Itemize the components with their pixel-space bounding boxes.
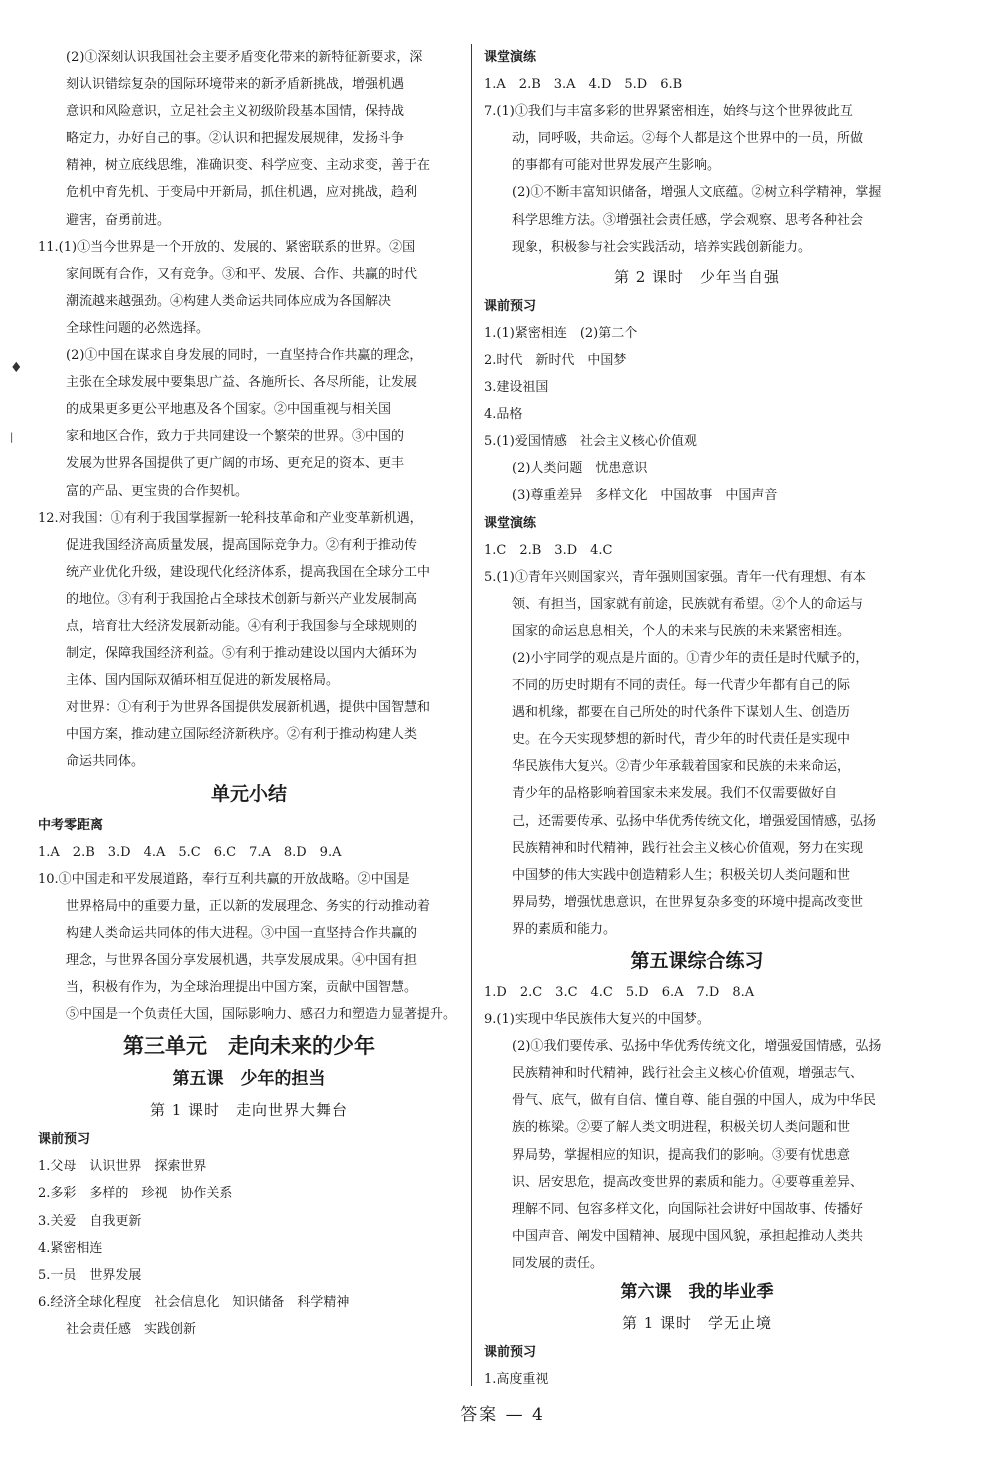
lesson-heading: 第 1 课时 学无止境 xyxy=(621,1314,773,1333)
text-line: 华民族伟大复兴。②青少年承载着国家和民族的未来命运， xyxy=(512,759,851,775)
text-line: 家和地区合作，致力于共同建设一个繁荣的世界。③中国的 xyxy=(66,429,405,445)
column-divider xyxy=(471,44,472,1386)
lesson-heading: 第 2 课时 少年当自强 xyxy=(613,267,781,286)
text-line: (2)人类问题 忧患意识 xyxy=(512,461,648,477)
text-line: 中国方案，推动建立国际经济新秩序。②有利于推动构建人类 xyxy=(66,727,418,743)
text-line: 1.A 2.B 3.D 4.A 5.C 6.C 7.A 8.D 9.A xyxy=(38,844,342,860)
text-line: 5.(1)①青年兴则国家兴，青年强则国家强。青年一代有理想、有本 xyxy=(484,569,866,585)
section-label: 中考零距离 xyxy=(38,817,104,833)
text-line: 潮流越来越强劲。④构建人类命运共同体应成为各国解决 xyxy=(66,293,392,309)
text-line: 世界格局中的重要力量，正以新的发展理念、务实的行动推动着 xyxy=(66,898,431,914)
text-line: 刻认识错综复杂的国际环境带来的新矛盾新挑战，增强机遇 xyxy=(66,77,405,93)
text-line: 对世界：①有利于为世界各国提供发展新机遇，提供中国智慧和 xyxy=(66,700,431,716)
text-line: 富的产品、更宝贵的合作契机。 xyxy=(66,483,249,499)
text-line: 1.A 2.B 3.A 4.D 5.D 6.B xyxy=(484,77,683,93)
text-line: 1.父母 认识世界 探索世界 xyxy=(38,1159,207,1175)
text-line: 的事都有可能对世界发展产生影响。 xyxy=(512,158,721,174)
text-line: 1.(1)紧密相连 (2)第二个 xyxy=(484,325,638,341)
text-line: (2)①深刻认识我国社会主要矛盾变化带来的新特征新要求，深 xyxy=(66,50,423,65)
text-line: 家间既有合作，又有竞争。③和平、发展、合作、共赢的时代 xyxy=(66,266,418,282)
text-line: 识、居安思危，提高改变世界的素质和能力。④要尊重差异、 xyxy=(512,1174,864,1190)
text-line: 遇和机缘，都要在自己所处的时代条件下谋划人生、创造历 xyxy=(512,705,851,721)
text-line: 意识和风险意识，立足社会主义初级阶段基本国情，保持战 xyxy=(66,104,405,120)
right-column xyxy=(484,44,910,1393)
text-line: 统产业优化升级，建设现代化经济体系，提高我国在全球分工中 xyxy=(66,564,431,580)
text-line: 的地位。③有利于我国抢占全球技术创新与新兴产业发展制高 xyxy=(66,591,418,607)
text-line: 5.一员 世界发展 xyxy=(38,1267,142,1283)
text-line: 界局势，掌握相应的知识，提高我们的影响。③要有忧患意 xyxy=(512,1147,851,1163)
text-line: 6.经济全球化程度 社会信息化 知识储备 科学精神 xyxy=(38,1294,350,1310)
margin-mark: ♦ xyxy=(10,360,23,376)
text-line: 主张在全球发展中要集思广益、各施所长、各尽所能，让发展 xyxy=(66,375,418,391)
text-line: (2)①不断丰富知识储备，增强人文底蕴。②树立科学精神，掌握 xyxy=(512,185,882,201)
text-line: 族的栋梁。②要了解人类文明进程，积极关切人类问题和世 xyxy=(512,1120,851,1136)
text-line: 动，同呼吸，共命运。②每个人都是这个世界中的一员，所做 xyxy=(512,131,864,147)
text-line: 4.品格 xyxy=(484,407,523,423)
text-line: 当，积极有作为，为全球治理提出中国方案，贡献中国智慧。 xyxy=(66,980,418,996)
section-label: 课堂演练 xyxy=(484,50,537,65)
text-line: 1.C 2.B 3.D 4.C xyxy=(484,542,613,558)
text-line: 2.时代 新时代 中国梦 xyxy=(484,352,627,368)
text-line: 科学思维方法。③增强社会责任感，学会观察、思考各种社会 xyxy=(512,212,864,228)
margin-mark: | xyxy=(10,432,14,443)
text-line: 10.①中国走和平发展道路，奉行互利共赢的开放战略。②中国是 xyxy=(38,871,410,887)
text-line: 中国声音、阐发中国精神、展现中国风貌，承担起推动人类共 xyxy=(512,1228,864,1244)
text-line: 国家的命运息息相关，个人的未来与民族的未来紧密相连。 xyxy=(512,623,851,639)
text-line: 的成果更多更公平地惠及各个国家。②中国重视与相关国 xyxy=(66,402,392,418)
text-line: 点，培育壮大经济发展新动能。④有利于我国参与全球规则的 xyxy=(66,618,418,634)
text-line: 略定力，办好自己的事。②认识和把握发展规律，发扬斗争 xyxy=(66,131,405,147)
text-line: 界的素质和能力。 xyxy=(512,921,617,937)
text-line: 现象，积极参与社会实践活动，培养实践创新能力。 xyxy=(512,239,812,255)
text-line: (2)小宇同学的观点是片面的。①青少年的责任是时代赋予的， xyxy=(512,650,869,666)
text-line: (2)①中国在谋求自身发展的同时，一直坚持合作共赢的理念， xyxy=(66,348,423,364)
text-line: 理解不同、包容多样文化，向国际社会讲好中国故事、传播好 xyxy=(512,1201,864,1217)
text-line: 1.高度重视 xyxy=(484,1372,549,1388)
section-label: 课堂演练 xyxy=(484,515,537,531)
text-line: 全球性问题的必然选择。 xyxy=(66,320,210,336)
text-line: 制定，保障我国经济利益。⑤有利于推动建设以国内大循环为 xyxy=(66,646,418,662)
left-column xyxy=(38,44,460,1343)
text-line: 促进我国经济高质量发展，提高国际竞争力。②有利于推动传 xyxy=(66,537,418,553)
text-line: 发展为世界各国提供了更广阔的市场、更充足的资本、更丰 xyxy=(66,456,405,472)
section-heading: 第六课 我的毕业季 xyxy=(620,1282,774,1303)
text-line: 不同的历史时期有不同的责任。每一代青少年都有自己的际 xyxy=(512,678,851,694)
text-line: (3)尊重差异 多样文化 中国故事 中国声音 xyxy=(512,488,778,504)
text-line: 7.(1)①我们与丰富多彩的世界紧密相连，始终与这个世界彼此互 xyxy=(484,104,853,120)
text-line: 领、有担当，国家就有前途，民族就有希望。②个人的命运与 xyxy=(512,596,864,612)
text-line: 避害，奋勇前进。 xyxy=(66,212,171,228)
section-label: 课前预习 xyxy=(484,298,537,314)
text-line: 2.多彩 多样的 珍视 协作关系 xyxy=(38,1186,233,1202)
text-line: 理念，与世界各国分享发展机遇，共享发展成果。④中国有担 xyxy=(66,953,418,968)
text-line: 12.对我国：①有利于我国掌握新一轮科技革命和产业变革新机遇， xyxy=(38,510,423,526)
text-line: 3.关爱 自我更新 xyxy=(38,1213,142,1229)
text-line: 5.(1)爱国情感 社会主义核心价值观 xyxy=(484,434,697,450)
section-heading: 第五课 少年的担当 xyxy=(172,1069,326,1090)
text-line: 己，还需要传承、弘扬中华优秀传统文化，增强爱国情感，弘扬 xyxy=(512,813,877,829)
text-line: ⑤中国是一个负责任大国，国际影响力、感召力和塑造力显著提升。 xyxy=(66,1007,457,1023)
lesson-heading: 第 1 课时 走向世界大舞台 xyxy=(149,1101,349,1120)
text-line: 界局势，增强忧患意识，在世界复杂多变的环境中提高改变世 xyxy=(512,894,864,910)
text-line: 社会责任感 实践创新 xyxy=(66,1321,197,1337)
text-line: 构建人类命运共同体的伟大进程。③中国一直坚持合作共赢的 xyxy=(66,925,418,941)
text-line: 中国梦的伟大实践中创造精彩人生；积极关切人类问题和世 xyxy=(512,867,851,883)
text-line: 主体、国内国际双循环相互促进的新发展格局。 xyxy=(66,673,340,689)
text-line: 1.D 2.C 3.C 4.C 5.D 6.A 7.D 8.A xyxy=(484,985,755,1000)
section-label: 课前预习 xyxy=(484,1345,537,1361)
text-line: 4.紧密相连 xyxy=(38,1240,103,1256)
text-line: 青少年的品格影响着国家未来发展。我们不仅需要做好自 xyxy=(512,786,838,802)
text-line: 精神，树立底线思维，准确识变、科学应变、主动求变，善于在 xyxy=(66,158,431,174)
page-footer: 答案 — 4 xyxy=(460,1405,545,1425)
section-heading: 第五课综合练习 xyxy=(630,950,764,972)
text-line: 命运共同体。 xyxy=(66,754,145,770)
section-heading: 单元小结 xyxy=(210,782,287,805)
text-line: 11.(1)①当今世界是一个开放的、发展的、紧密联系的世界。②国 xyxy=(38,239,416,255)
text-line: 3.建设祖国 xyxy=(484,380,549,396)
text-line: (2)①我们要传承、弘扬中华优秀传统文化，增强爱国情感，弘扬 xyxy=(512,1039,882,1055)
text-line: 骨气、底气，做有自信、懂自尊、能自强的中国人，成为中华民 xyxy=(512,1093,877,1109)
text-line: 民族精神和时代精神，践行社会主义核心价值观，增强志气、 xyxy=(512,1066,864,1082)
section-label: 课前预习 xyxy=(38,1132,91,1148)
text-line: 民族精神和时代精神，践行社会主义核心价值观，努力在实现 xyxy=(512,840,864,856)
text-line: 同发展的责任。 xyxy=(512,1255,604,1271)
section-heading: 第三单元 走向未来的少年 xyxy=(123,1034,375,1059)
text-line: 9.(1)实现中华民族伟大复兴的中国梦。 xyxy=(484,1012,710,1028)
text-line: 危机中育先机、于变局中开新局，抓住机遇，应对挑战，趋利 xyxy=(66,185,418,201)
text-line: 史。在今天实现梦想的新时代，青少年的时代责任是实现中 xyxy=(512,732,851,748)
